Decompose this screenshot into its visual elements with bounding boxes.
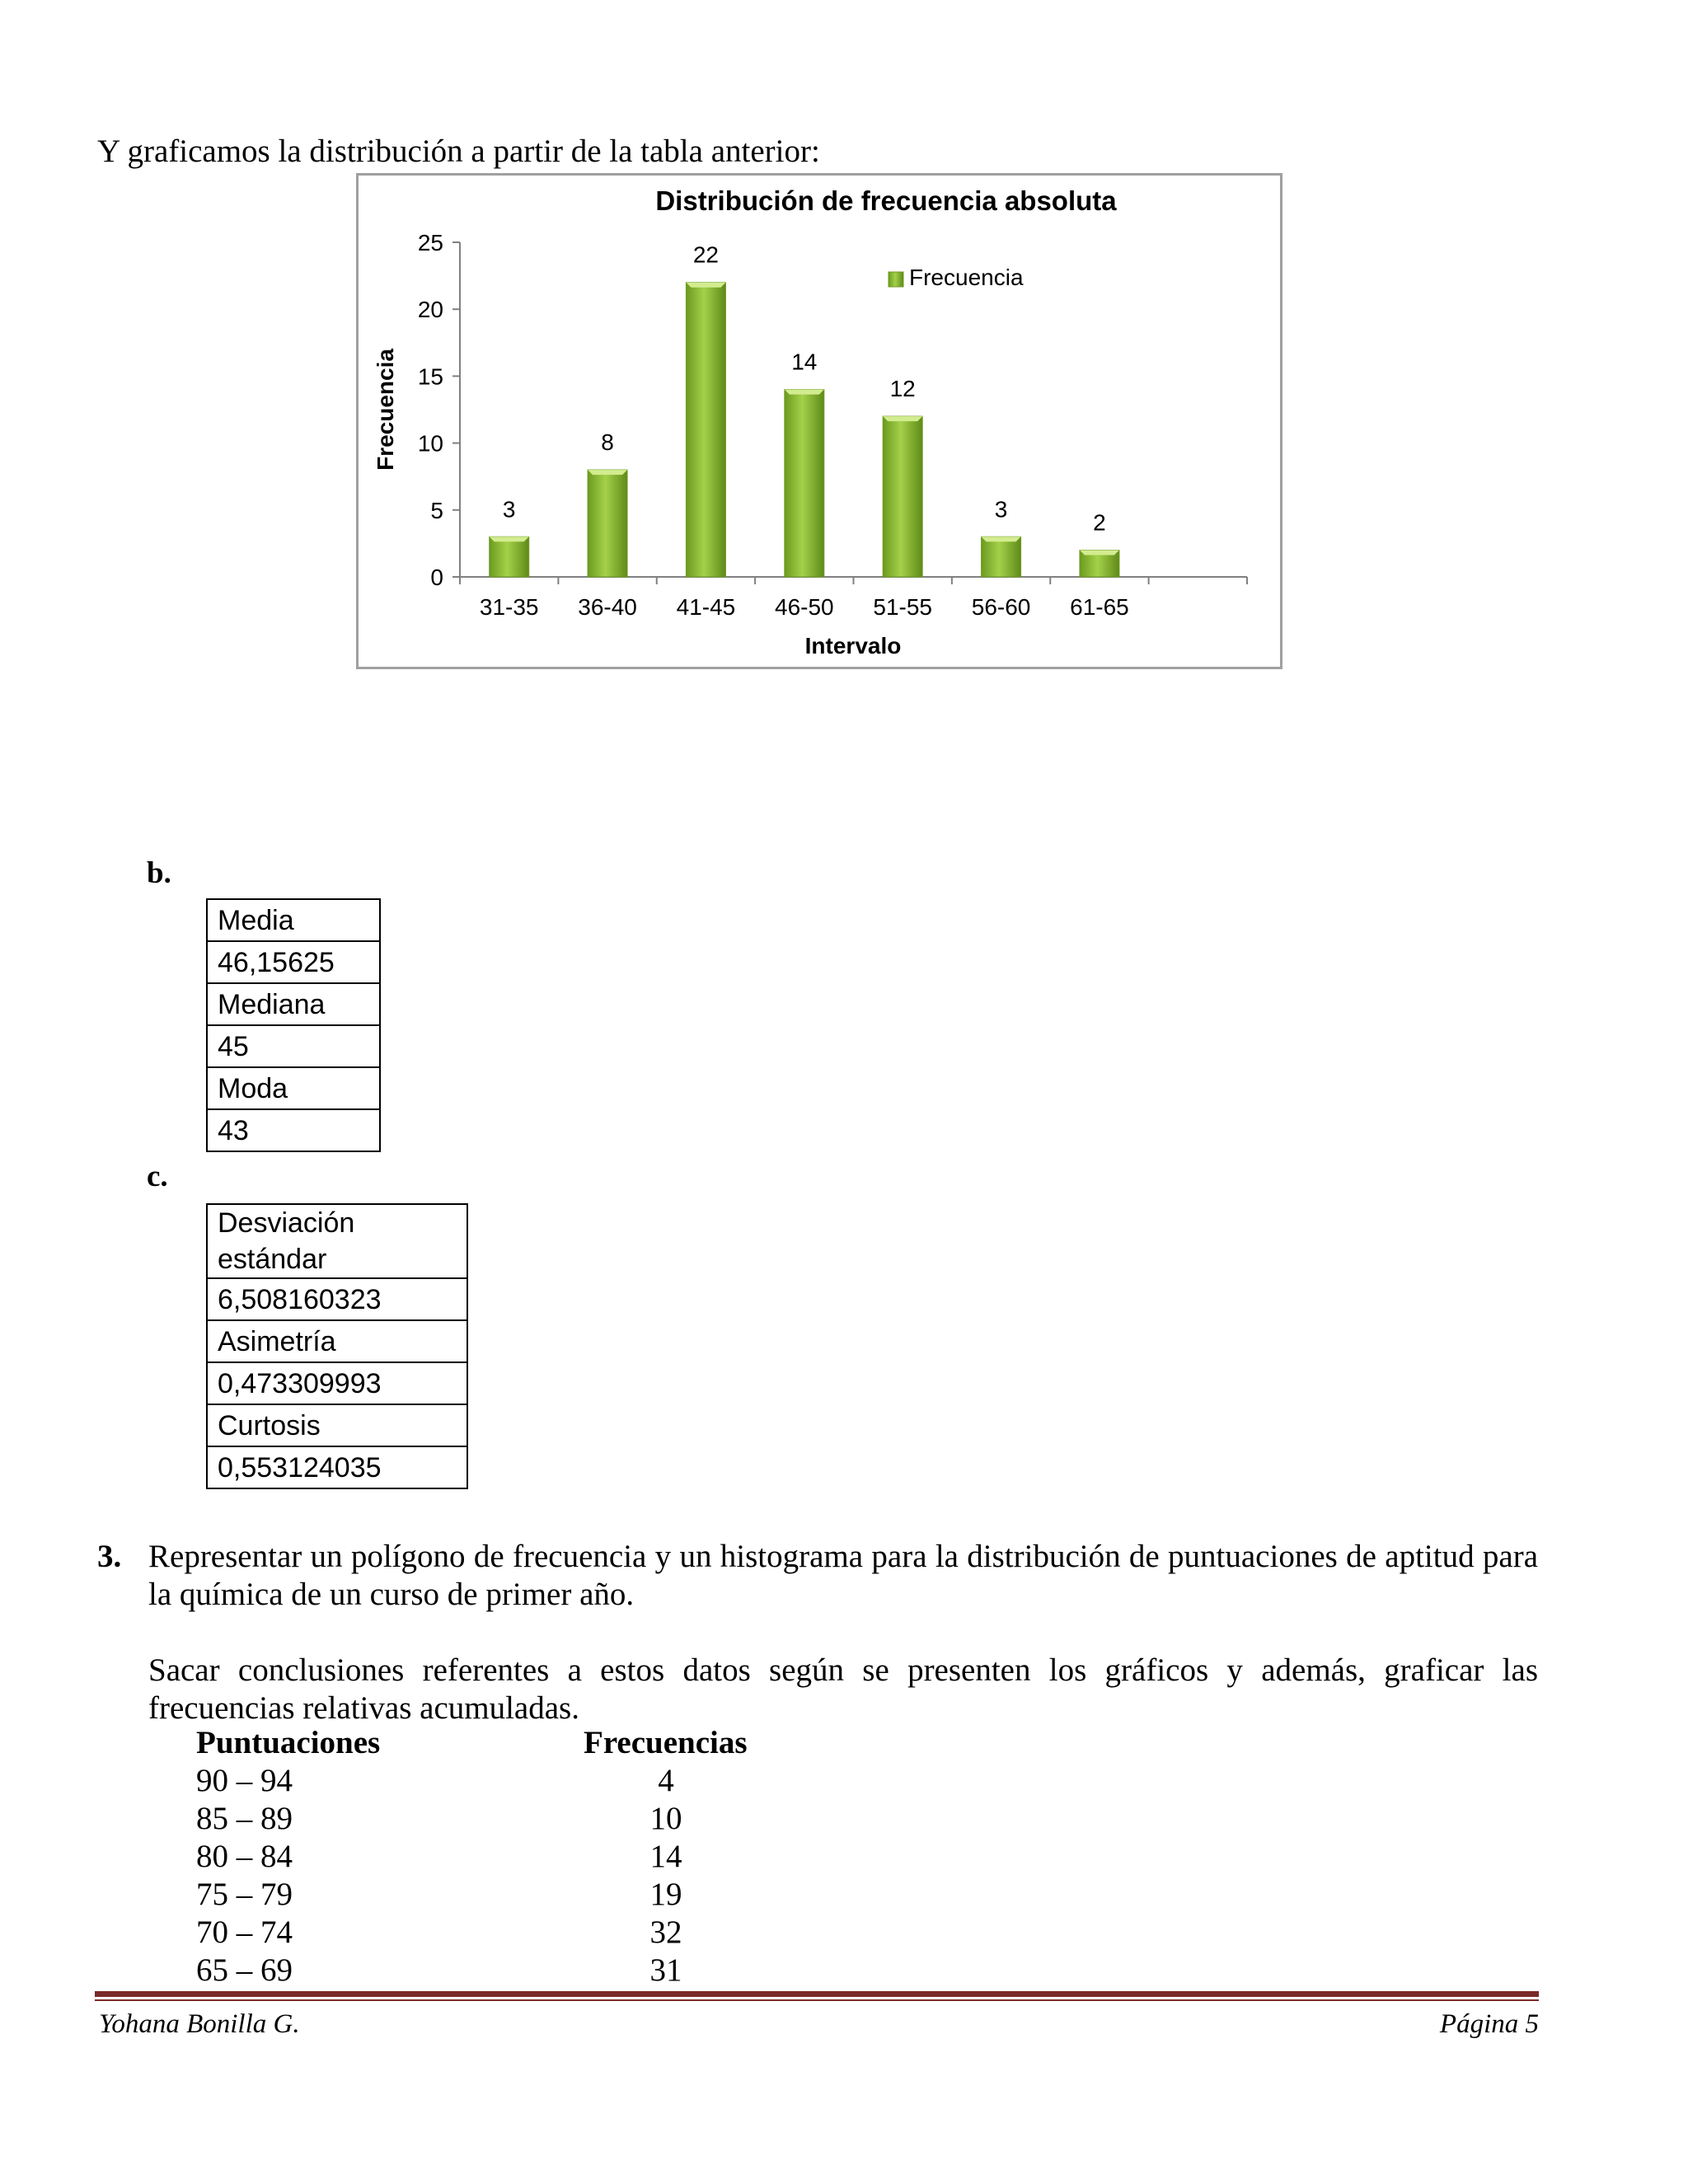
y-tick-label: 5 — [430, 497, 443, 523]
footer-divider-thin — [95, 1999, 1539, 2001]
stat-cell: 6,508160323 — [207, 1278, 467, 1320]
bar — [588, 470, 627, 577]
frequency-chart — [356, 173, 1282, 669]
frequency-value: 4 — [658, 1763, 674, 1798]
bar — [785, 390, 824, 577]
y-tick-label: 0 — [430, 565, 443, 590]
x-axis-title: Intervalo — [804, 633, 902, 658]
bar-top-bevel — [1080, 551, 1119, 555]
bar-top-bevel — [785, 390, 824, 395]
column-header-frequencies: Frecuencias — [584, 1725, 748, 1760]
legend-swatch — [889, 272, 903, 287]
stat-cell: Moda — [207, 1067, 380, 1109]
legend-label: Frecuencia — [909, 265, 1024, 290]
category-label: 36-40 — [578, 594, 637, 620]
chart-title: Distribución de frecuencia absoluta — [655, 185, 1117, 216]
bar — [686, 283, 725, 577]
frequency-value: 14 — [649, 1839, 682, 1874]
footer-author: Yohana Bonilla G. — [99, 2009, 300, 2039]
stat-cell: 43 — [207, 1109, 380, 1151]
frequency-value: 10 — [649, 1801, 682, 1836]
frequency-value: 19 — [649, 1877, 682, 1912]
data-label: 2 — [1093, 509, 1106, 536]
table-row — [207, 1204, 467, 1278]
stat-cell: Media — [207, 899, 380, 941]
dispersion-table — [206, 1203, 468, 1489]
category-label: 31-35 — [479, 594, 539, 620]
table-row — [207, 1320, 467, 1362]
table-row — [207, 899, 380, 941]
table-row — [207, 941, 380, 983]
column-header-scores: Puntuaciones — [196, 1725, 381, 1760]
score-range: 75 – 79 — [196, 1877, 293, 1912]
table-row — [207, 1109, 380, 1151]
bar-top-bevel — [686, 283, 725, 288]
table-row — [207, 1025, 380, 1067]
stat-cell: 46,15625 — [207, 941, 380, 983]
data-label: 8 — [601, 429, 614, 456]
intro-text: Y graficamos la distribución a partir de la tabla anterior: — [97, 134, 820, 169]
category-label: 46-50 — [775, 594, 834, 620]
question-instructions: Sacar conclusiones referentes a estos datos según se presenten los gráficos y además, graficar las frecuencias relativas acumuladas. — [148, 1652, 1538, 1726]
table-row — [207, 983, 380, 1025]
table-row — [207, 1404, 467, 1446]
score-range: 90 – 94 — [196, 1763, 293, 1798]
stat-cell: Mediana — [207, 983, 380, 1025]
central-tendency-table — [206, 898, 381, 1152]
data-label: 12 — [889, 376, 916, 402]
category-label: 61-65 — [1070, 594, 1129, 620]
bar-top-bevel — [982, 537, 1021, 541]
stat-cell: 0,553124035 — [207, 1446, 467, 1488]
bar — [490, 537, 529, 577]
y-tick-label: 10 — [417, 430, 443, 457]
bar-top-bevel — [490, 537, 529, 541]
question-text: Representar un polígono de frecuencia y un histograma para la distribución de puntuaciones de aptitud para la química de un curso de primer año. — [148, 1539, 1538, 1612]
score-range: 70 – 74 — [196, 1915, 293, 1950]
bar — [883, 416, 922, 577]
section-c-label: c. — [147, 1160, 168, 1193]
data-label: 3 — [502, 496, 516, 523]
bar-top-bevel — [883, 416, 922, 421]
y-tick-label: 25 — [417, 230, 443, 255]
score-range: 65 – 69 — [196, 1952, 293, 1988]
frequency-value: 32 — [649, 1915, 682, 1950]
frequency-value: 31 — [649, 1952, 682, 1988]
data-label: 3 — [994, 496, 1008, 523]
bar-top-bevel — [588, 470, 627, 475]
stat-cell: Desviación estándar — [207, 1204, 467, 1278]
score-range: 85 – 89 — [196, 1801, 293, 1836]
table-row — [207, 1067, 380, 1109]
category-label: 56-60 — [971, 594, 1031, 620]
stat-cell: 0,473309993 — [207, 1362, 467, 1404]
question-number: 3. — [97, 1539, 122, 1574]
y-axis-title: Frecuencia — [373, 349, 398, 471]
stat-cell: Asimetría — [207, 1320, 467, 1362]
stat-cell: Curtosis — [207, 1404, 467, 1446]
section-b-label: b. — [147, 856, 171, 890]
table-row — [207, 1446, 467, 1488]
score-range: 80 – 84 — [196, 1839, 293, 1874]
category-label: 51-55 — [873, 594, 932, 620]
data-label: 22 — [692, 241, 720, 268]
chart-canvas — [359, 176, 1280, 667]
y-tick-label: 15 — [417, 363, 443, 390]
category-label: 41-45 — [676, 594, 736, 620]
bar — [982, 537, 1021, 577]
table-row — [207, 1362, 467, 1404]
table-row — [207, 1278, 467, 1320]
footer-page-number: Página 5 — [1439, 2009, 1539, 2039]
y-tick-label: 20 — [417, 297, 443, 323]
stat-cell: 45 — [207, 1025, 380, 1067]
footer-divider — [95, 1991, 1539, 1997]
data-label: 14 — [791, 349, 818, 375]
